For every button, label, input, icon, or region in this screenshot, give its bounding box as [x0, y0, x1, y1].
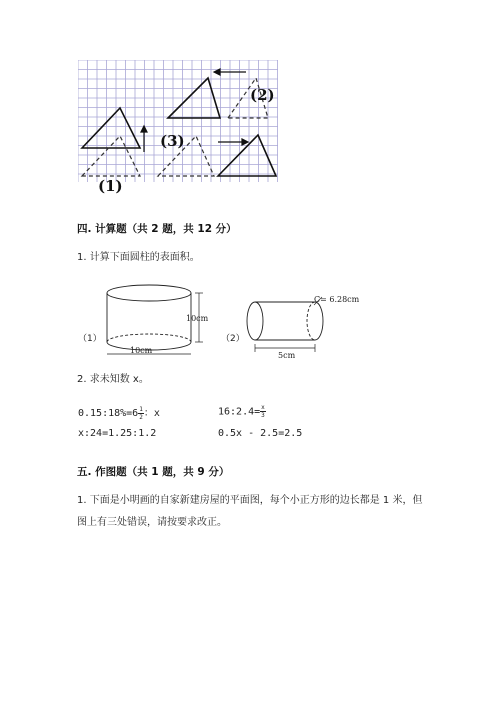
fig1-label: （1）	[78, 334, 102, 344]
label-3: (3)	[160, 132, 185, 150]
fig2-length: 5cm	[278, 351, 296, 360]
eq2-fraction	[260, 404, 266, 419]
section5-q1-line1: 1. 下面是小明画的自家新建房屋的平面图，每个小正方形的边长都是 1 米，但	[77, 495, 423, 506]
fig1-diameter: 10cm	[130, 346, 153, 355]
equation-4: 0.5x - 2.5=2.5	[218, 428, 303, 439]
eq2-frac-den: 3	[261, 412, 265, 419]
translation-grid-figure	[78, 60, 278, 195]
cylinder-figures	[78, 280, 378, 360]
equation-3: x:24=1.25:1.2	[78, 428, 157, 439]
section5-q1-line2: 图上有三处错误，请按要求改正。	[77, 517, 227, 528]
eq1-frac-num: 1	[139, 405, 143, 413]
fig2-circumference: C= 6.28cm	[314, 295, 360, 304]
section4-title: 四. 计算题（共 2 题，共 12 分）	[77, 223, 237, 235]
fig1-height: 10cm	[186, 314, 209, 323]
label-1: (1)	[98, 177, 123, 195]
eq1-prefix: 0.15:18%=6	[78, 408, 139, 419]
equation-2	[218, 404, 266, 419]
equation-1	[78, 404, 160, 421]
eq1-suffix: ：x	[143, 408, 160, 419]
q2-text: 2. 求未知数 x。	[77, 374, 149, 385]
eq1-frac-den: 2	[139, 413, 143, 421]
fig2-label: （2）	[221, 334, 245, 344]
q1-text: 1. 计算下面圆柱的表面积。	[77, 252, 200, 263]
eq2-prefix: 16:2.4=	[218, 406, 261, 418]
section5-title: 五. 作图题（共 1 题，共 9 分）	[77, 466, 230, 478]
label-2: (2)	[250, 86, 275, 104]
eq2-frac-num: x	[261, 404, 265, 411]
